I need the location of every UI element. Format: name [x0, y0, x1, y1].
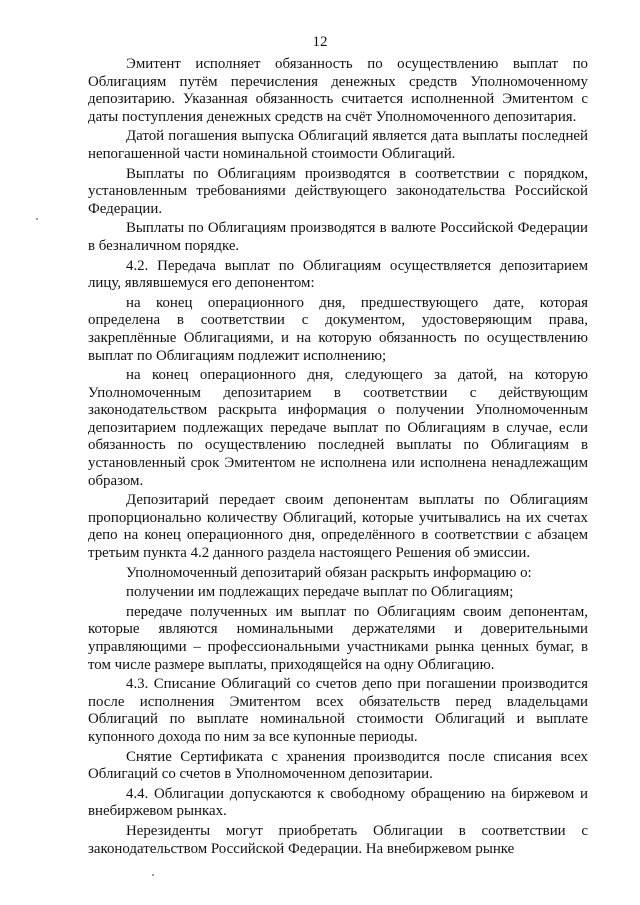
paragraph: Датой погашения выпуска Облигаций является дата выплаты последней непогашенной части номинальной стоимости Облигаций.	[88, 128, 588, 162]
paragraph: на конец операционного дня, предшествующего дате, которая определена в соответствии с документом, удостоверяющим права, закреплённые Облигациями, и на которую обязанность по осуществлению выплат по Облигациям подлежит исполнению;	[88, 294, 588, 364]
paragraph: 4.4. Облигации допускаются к свободному обращению на биржевом и внебиржевом рынках.	[88, 785, 588, 820]
paragraph: Депозитарий передает своим депонентам выплаты по Облигациям пропорционально количеству Облигаций, которые учитывались на их счетах депо на конец операционного дня, определённого в соответствии с абзацем третьим пункта 4.2 данного раздела настоящего Решения об эмиссии.	[88, 492, 588, 562]
scan-speck	[152, 874, 154, 876]
paragraph: передаче полученных им выплат по Облигациям своим депонентам, которые являются номинальными держателями и доверительными управляющими – профессиональными участниками рынка ценных бумаг, в том числе размере выплаты, приходящейся на одну Облигацию.	[88, 603, 588, 673]
paragraph: Нерезиденты могут приобретать Облигации в соответствии с законодательством Российской Федерации. На внебиржевом рынке	[88, 822, 588, 857]
document-body	[88, 56, 588, 858]
paragraph: Эмитент исполняет обязанность по осуществлению выплат по Облигациям путём перечисления денежных средств Уполномоченному депозитарию. Указанная обязанность считается исполненной Эмитентом с даты поступления денежных средств на счёт Уполномоченного депозитария.	[88, 56, 588, 125]
paragraph: на конец операционного дня, следующего за датой, на которую Уполномоченным депозитарием в соответствии с действующим законодательством раскрыта информация о получении Уполномоченным депозитарием подлежащих передаче выплат по Облигациям в случае, если обязанность по осуществлению последней выплаты по Облигациям в установленный срок Эмитентом не исполнена или исполнена ненадлежащим образом.	[88, 367, 588, 489]
paragraph: 4.2. Передача выплат по Облигациям осуществляется депозитарием лицу, являвшемуся его депонентом:	[88, 257, 588, 292]
page-number: 12	[312, 34, 328, 50]
paragraph: получении им подлежащих передаче выплат по Облигациям;	[126, 584, 514, 601]
paragraph: Выплаты по Облигациям производятся в валюте Российской Федерации в безналичном порядке.	[88, 220, 588, 254]
paragraph: Снятие Сертификата с хранения производится после списания всех Облигаций со счетов в Уполномоченном депозитарии.	[88, 748, 588, 783]
paragraph: Уполномоченный депозитарий обязан раскрыть информацию о:	[126, 564, 532, 581]
paragraph: Выплаты по Облигациям производятся в соответствии с порядком, установленным требованиями действующего законодательства Российской Федерации.	[88, 165, 588, 217]
paragraph: 4.3. Списание Облигаций со счетов депо при погашении производится после исполнения Эмитентом всех обязательств перед владельцами Облигаций по выплате номинальной стоимости Облигаций и выплате купонного дохода по ним за все купонные периоды.	[88, 676, 588, 745]
scan-speck	[36, 218, 38, 220]
